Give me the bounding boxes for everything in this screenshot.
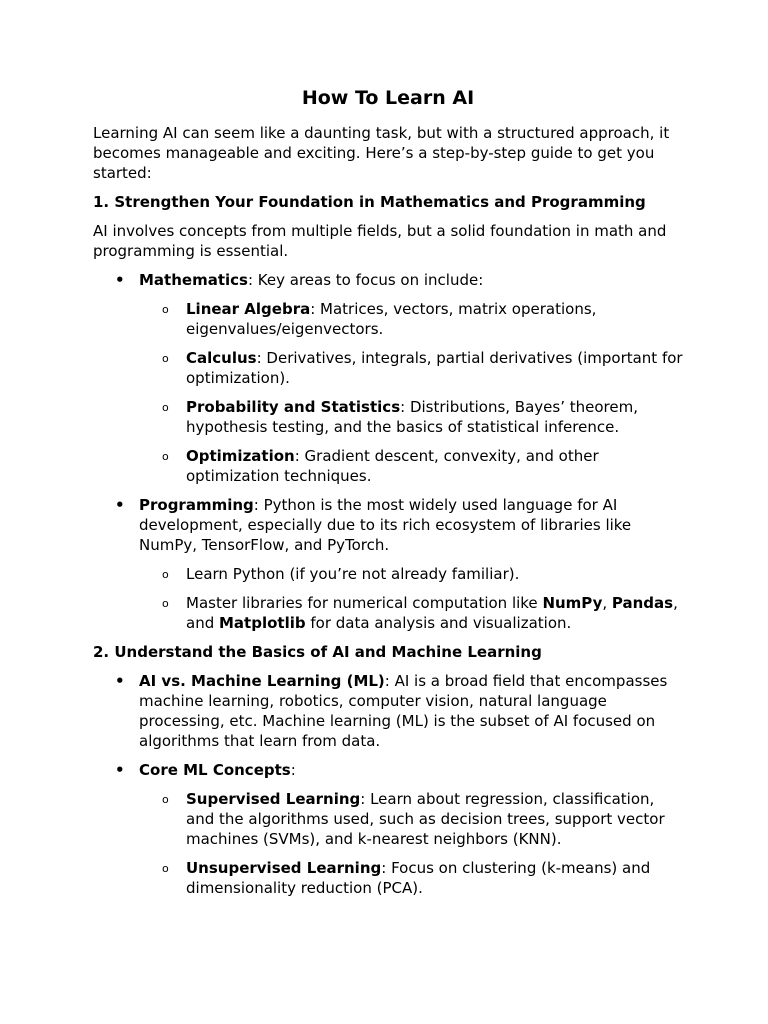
ai-vs-ml-item xyxy=(93,671,683,751)
bullet-icon: • xyxy=(115,672,125,690)
libraries-text-post: for data analysis and visualization. xyxy=(305,614,572,632)
unsupervised-learning-item xyxy=(139,858,683,898)
pandas-label: Pandas xyxy=(611,594,674,612)
programming-label: Programming xyxy=(139,496,254,514)
section-1-intro: AI involves concepts from multiple fields, but a solid foundation in math and programming is essential. xyxy=(93,222,667,260)
mathematics-sublist xyxy=(139,299,683,486)
optimization-text: : Gradient descent, convexity, and other optimization techniques. xyxy=(186,447,599,485)
section-1-heading: 1. Strengthen Your Foundation in Mathematics and Programming xyxy=(93,193,646,211)
intro-paragraph: Learning AI can seem like a daunting task, but with a structured approach, it becomes manageable and exciting. Here’s a step-by-step guide to get you started: xyxy=(93,124,670,182)
programming-item xyxy=(93,495,683,633)
mathematics-label: Mathematics xyxy=(139,271,248,289)
mathematics-item xyxy=(93,270,683,486)
sub-bullet-icon: o xyxy=(162,303,169,316)
supervised-learning-label: Supervised Learning xyxy=(186,790,361,808)
bullet-icon: • xyxy=(115,271,125,289)
ai-vs-ml-label: AI vs. Machine Learning (ML) xyxy=(139,672,385,690)
section-2-list xyxy=(93,671,683,898)
unsupervised-learning-label: Unsupervised Learning xyxy=(186,859,382,877)
libraries-sep-2: , and xyxy=(186,594,678,632)
supervised-learning-item xyxy=(139,789,683,849)
sub-bullet-icon: o xyxy=(162,568,169,581)
linear-algebra-text: : Matrices, vectors, matrix operations, eigenvalues/eigenvectors. xyxy=(186,300,597,338)
sub-bullet-icon: o xyxy=(162,597,169,610)
core-ml-concepts-label: Core ML Concepts xyxy=(139,761,291,779)
sub-bullet-icon: o xyxy=(162,862,169,875)
sub-bullet-icon: o xyxy=(162,450,169,463)
document-body xyxy=(93,86,683,907)
calculus-label: Calculus xyxy=(186,349,257,367)
learn-python-text: Learn Python (if you’re not already familiar). xyxy=(186,565,520,583)
sub-bullet-icon: o xyxy=(162,793,169,806)
libraries-text-pre: Master libraries for numerical computation like xyxy=(186,594,543,612)
calculus-text: : Derivatives, integrals, partial derivatives (important for optimization). xyxy=(186,349,683,387)
programming-text: : Python is the most widely used language for AI development, especially due to its rich ecosystem of libraries like NumPy, TensorFlow, and PyTorch. xyxy=(139,496,632,554)
section-1-list xyxy=(93,270,683,633)
linear-algebra-item xyxy=(139,299,683,339)
learn-python-item xyxy=(139,564,683,584)
probability-label: Probability and Statistics xyxy=(186,398,401,416)
sub-bullet-icon: o xyxy=(162,352,169,365)
optimization-item xyxy=(139,446,683,486)
bullet-icon: • xyxy=(115,761,125,779)
optimization-label: Optimization xyxy=(186,447,295,465)
unsupervised-learning-text: : Focus on clustering (k-means) and dimensionality reduction (PCA). xyxy=(186,859,651,897)
section-2-heading: 2. Understand the Basics of AI and Machine Learning xyxy=(93,643,542,661)
core-ml-sublist xyxy=(139,789,683,898)
calculus-item xyxy=(139,348,683,388)
programming-sublist xyxy=(139,564,683,633)
sub-bullet-icon: o xyxy=(162,401,169,414)
matplotlib-label: Matplotlib xyxy=(219,614,306,632)
core-ml-concepts-text: : xyxy=(290,761,296,779)
libraries-sep-1: , xyxy=(602,594,612,612)
probability-text: : Distributions, Bayes’ theorem, hypothesis testing, and the basics of statistical inference. xyxy=(186,398,638,436)
linear-algebra-label: Linear Algebra xyxy=(186,300,311,318)
probability-item xyxy=(139,397,683,437)
bullet-icon: • xyxy=(115,496,125,514)
supervised-learning-text: : Learn about regression, classification, and the algorithms used, such as decision trees, support vector machines (SVMs), and k-nearest neighbors (KNN). xyxy=(186,790,665,848)
ai-vs-ml-text: : AI is a broad field that encompasses machine learning, robotics, computer vision, natural language processing, etc. Machine learning (ML) is the subset of AI focused on algorithms that learn from data. xyxy=(139,672,668,750)
numpy-label: NumPy xyxy=(542,594,603,612)
core-ml-concepts-item xyxy=(93,760,683,898)
master-libraries-item xyxy=(139,593,683,633)
page-title: How To Learn AI xyxy=(301,87,475,109)
mathematics-text: : Key areas to focus on include: xyxy=(247,271,484,289)
